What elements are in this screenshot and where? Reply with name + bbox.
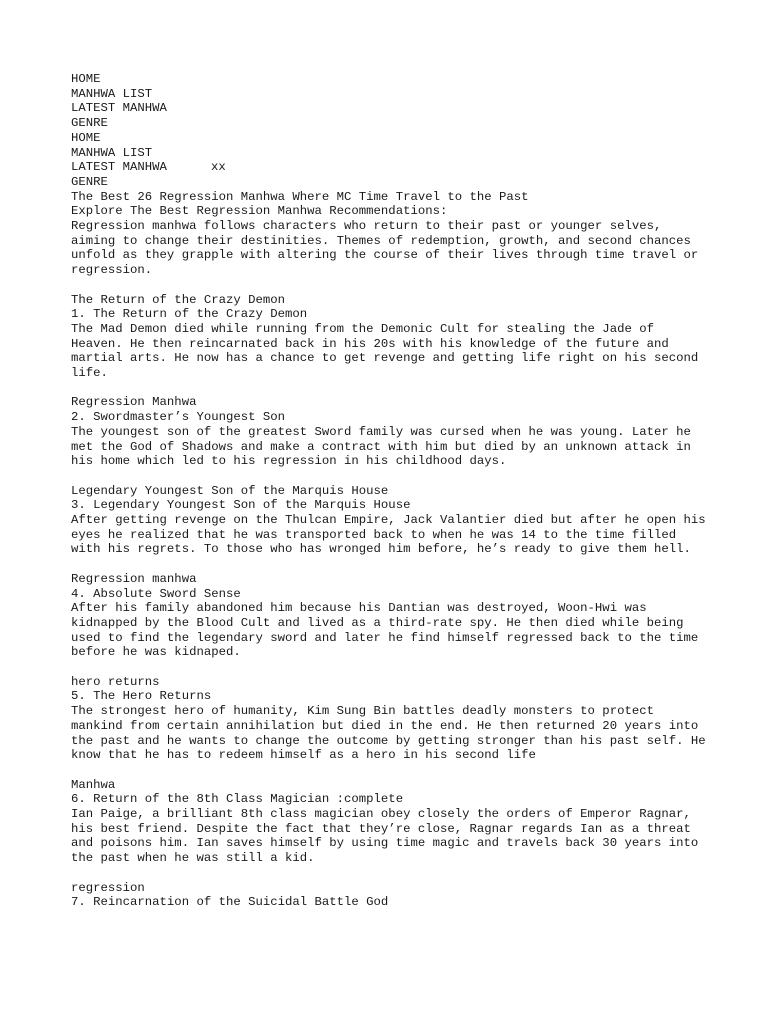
entry-heading: 5. The Hero Returns	[71, 689, 212, 704]
entry-description: Ian Paige, a brilliant 8th class magician obey closely the orders of Emperor Ragnar, his best friend. Despite the fact that they’re close, Ragnar regards Ian as a threat and poisons him. Ian saves himself by using time magic and travels back 30 years into the past when he was still a kid.	[71, 807, 699, 866]
entry-heading: 1. The Return of the Crazy Demon	[71, 307, 308, 322]
nav-close-text[interactable]: xx	[210, 160, 226, 175]
entry-heading: 7. Reincarnation of the Suicidal Battle God	[71, 895, 389, 910]
entry-image-alt: hero returns	[71, 674, 160, 689]
entry	[71, 881, 711, 910]
nav-manhwa-list-link[interactable]: MANHWA LIST	[71, 86, 153, 101]
entry	[71, 778, 711, 866]
entry-image-alt: Regression Manhwa	[71, 395, 197, 410]
entry-heading: 3. Legendary Youngest Son of the Marquis House	[71, 498, 411, 513]
entry-heading: 6. Return of the 8th Class Magician :complete	[71, 792, 404, 807]
entry-description: The strongest hero of humanity, Kim Sung Bin battles deadly monsters to protect mankind from certain annihilation but died in the end. He then returned 20 years into the past and he wants to change the outcome by getting stronger than his past self. He know that he has to redeem himself as a hero in his second life	[71, 704, 706, 763]
entry	[71, 293, 711, 381]
nav-manhwa-list-link[interactable]: MANHWA LIST	[71, 145, 153, 160]
entry-image-alt: Legendary Youngest Son of the Marquis House	[71, 483, 389, 498]
entry-description: After his family abandoned him because his Dantian was destroyed, Woon-Hwi was kidnapped by the Blood Cult and lived as a third-rate spy. He then died while being used to find the legendary sword and later he find himself regressed back to the time before he was kidnaped.	[71, 601, 699, 660]
entry-heading: 4. Absolute Sword Sense	[71, 586, 241, 601]
entry-heading: 2. Swordmaster’s Youngest Son	[71, 410, 286, 425]
article-intro: Regression manhwa follows characters who return to their past or younger selves, aiming to change their destinities. Themes of redemption, growth, and second chances unfold as they grapple with altering the course of their lives through time travel or regression.	[71, 219, 699, 278]
nav-home-link[interactable]: HOME	[71, 72, 101, 86]
entry-image-alt: Manhwa	[71, 777, 116, 792]
entry	[71, 675, 711, 763]
entry	[71, 395, 711, 469]
top-navigation	[71, 72, 711, 131]
nav-genre-link[interactable]: GENRE	[71, 116, 108, 131]
nav-latest-manhwa-link[interactable]: LATEST MANHWA	[71, 101, 167, 116]
entry	[71, 572, 711, 660]
entry-description: The youngest son of the greatest Sword family was cursed when he was young. Later he met the God of Shadows and make a contract with him but died by an unknown attack in his home which led to his regression in his childhood days.	[71, 424, 691, 469]
nav-latest-manhwa-link[interactable]: LATEST MANHWA	[71, 160, 167, 175]
article-subtitle: Explore The Best Regression Manhwa Recommendations:	[71, 204, 448, 219]
nav-genre-link[interactable]: GENRE	[71, 174, 108, 189]
article-title: The Best 26 Regression Manhwa Where MC Time Travel to the Past	[71, 189, 529, 204]
entry-image-alt: The Return of the Crazy Demon	[71, 292, 286, 307]
entry-image-alt: regression	[71, 880, 145, 895]
nav-home-link[interactable]: HOME	[71, 130, 101, 145]
entry	[71, 484, 711, 558]
entry-description: The Mad Demon died while running from the Demonic Cult for stealing the Jade of Heaven. He then reincarnated back in his 20s with his knowledge of the future and martial arts. He now has a chance to get revenge and getting life right on his second life.	[71, 321, 699, 381]
nav-latest-row	[71, 160, 711, 175]
secondary-navigation	[71, 131, 711, 190]
page-content	[71, 72, 711, 910]
entry-description: After getting revenge on the Thulcan Empire, Jack Valantier died but after he open his eyes he realized that he was transported back to when he was 14 to the time filled with his regrets. To those who has wronged him before, he’s ready to give them hell.	[71, 513, 706, 557]
entry-image-alt: Regression manhwa	[71, 571, 197, 586]
